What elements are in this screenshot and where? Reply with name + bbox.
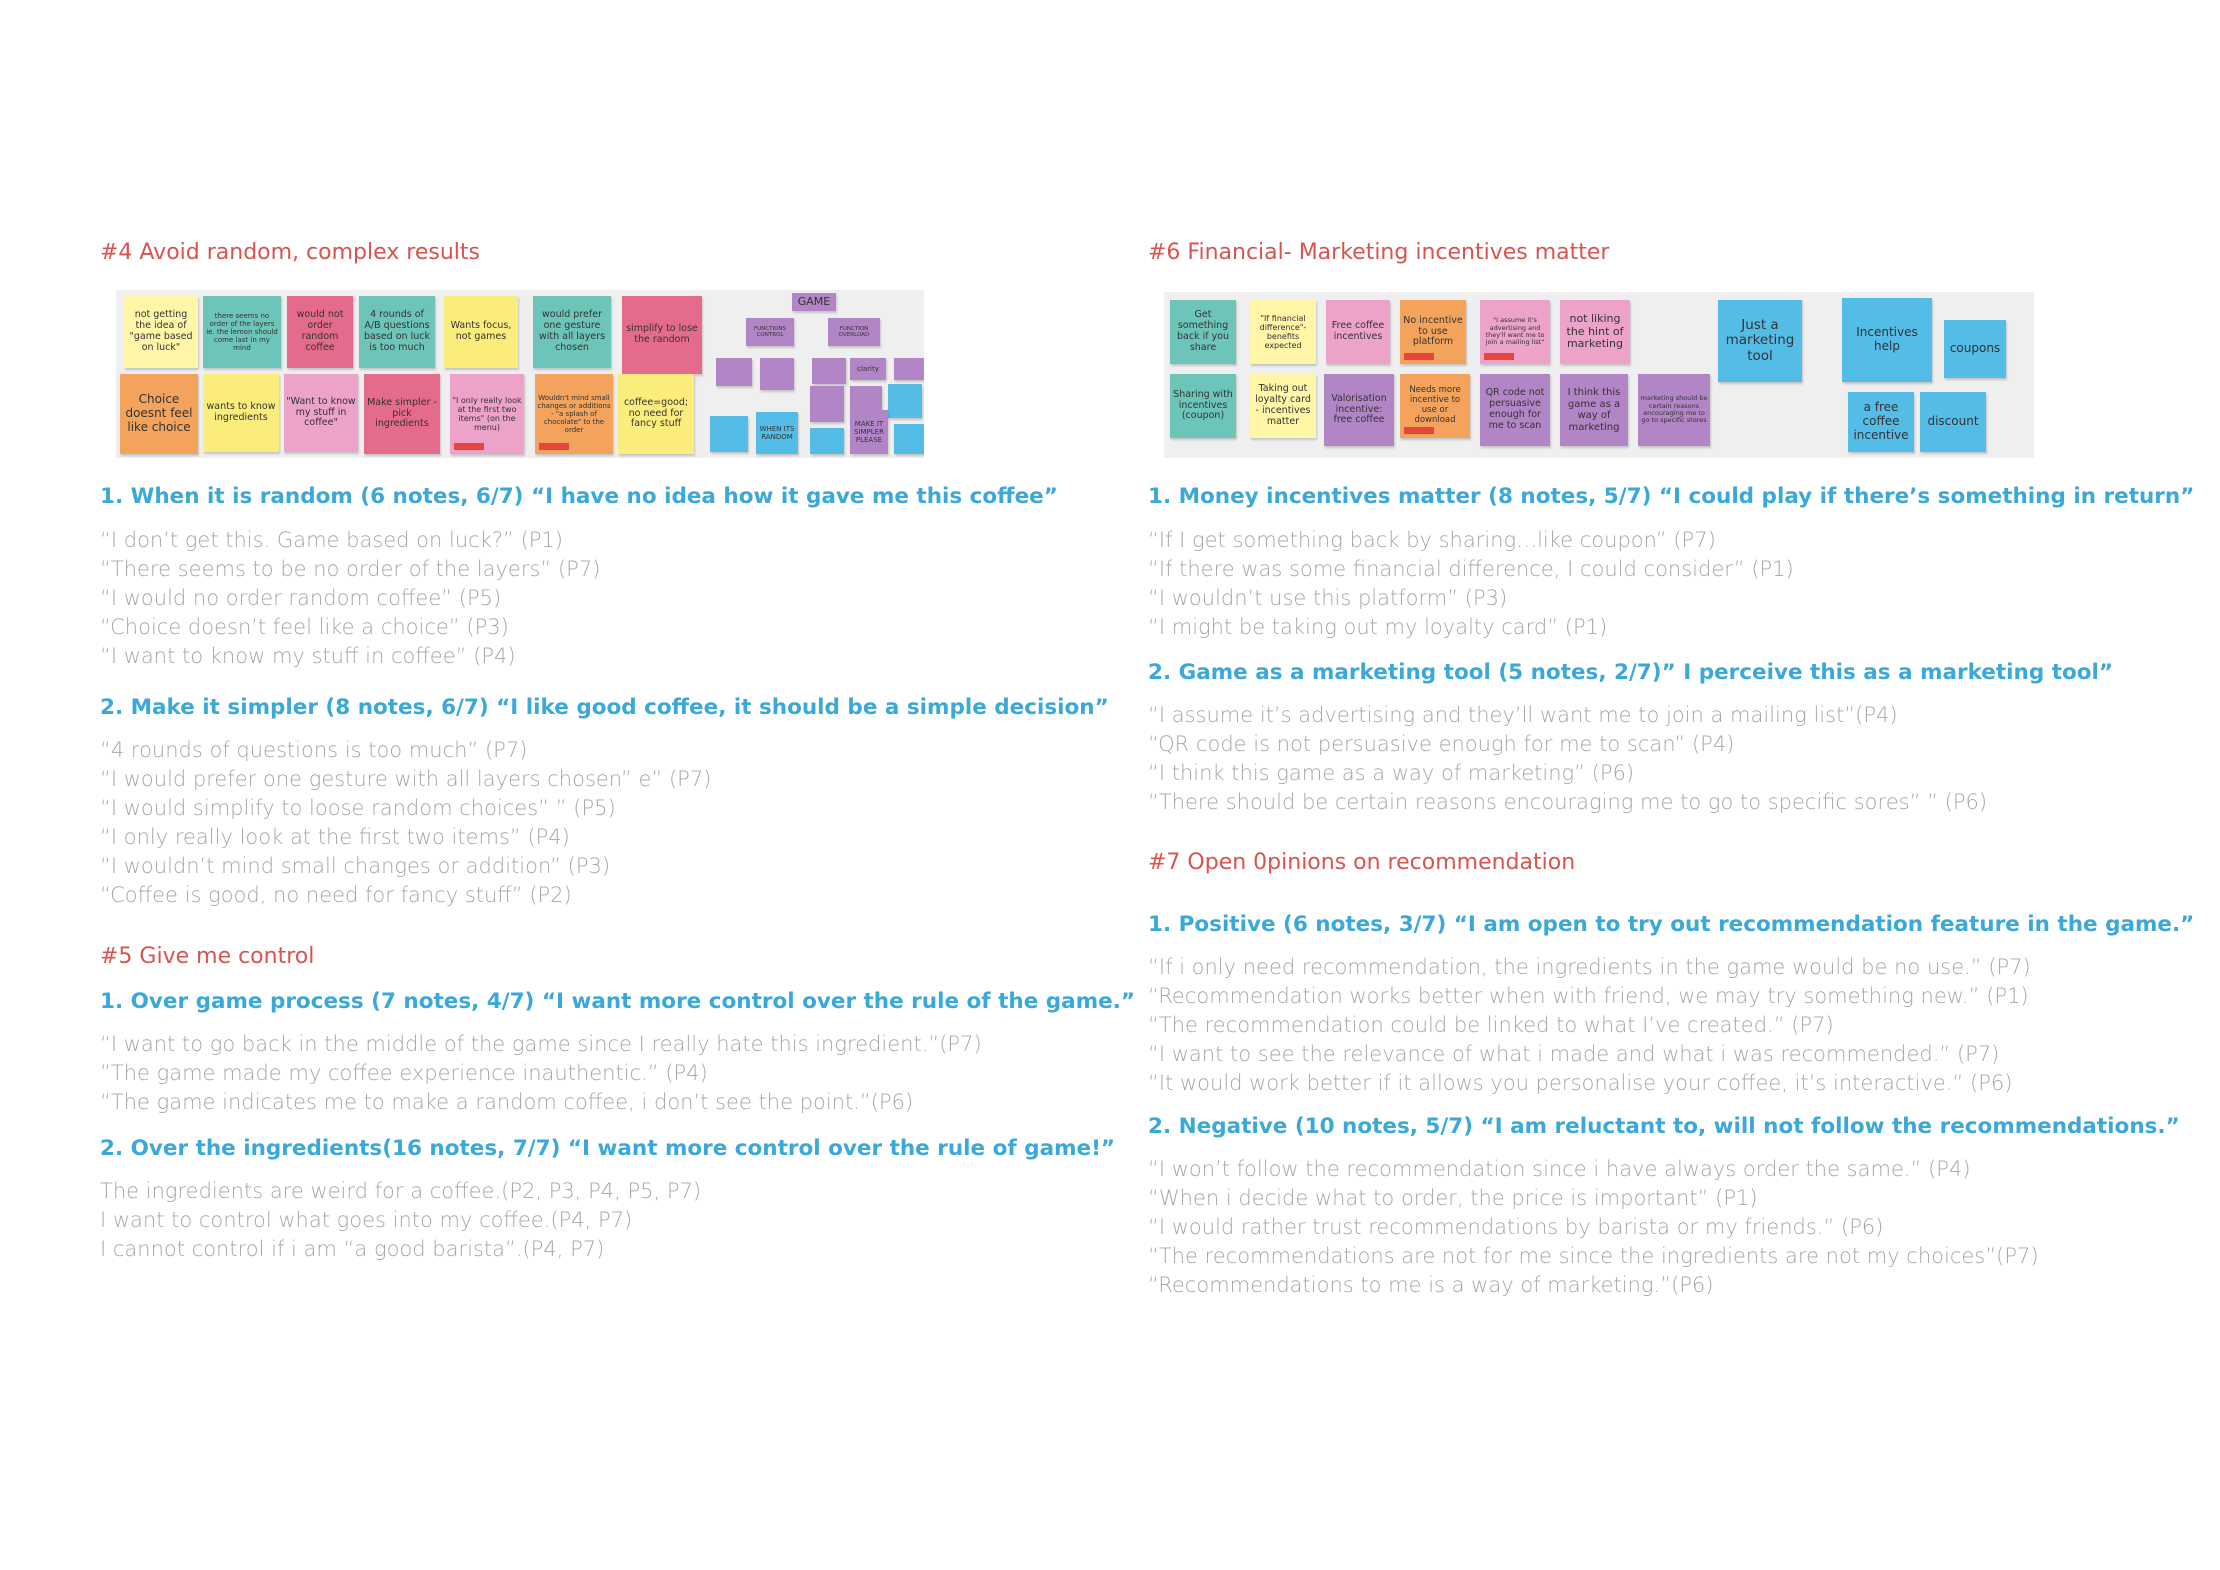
sticky-note: Get something back if you share (1170, 300, 1236, 364)
quote: “I think this game as a way of marketing” (P6) (1148, 761, 1635, 785)
quote-list-money (1148, 526, 1794, 642)
quote-list-ingredients (100, 1177, 701, 1264)
cluster-node: WHEN ITS RANDOM (756, 412, 798, 454)
quote: “I wouldn’t use this platform” (P3) (1148, 586, 1508, 610)
sticky-note: Make simpler - pick ingredients (364, 374, 440, 454)
cluster-note (710, 416, 748, 452)
sticky-note: QR code not persuasive enough for me to scan (1480, 374, 1550, 446)
group-heading-negative: 2. Negative (10 notes, 5/7) “I am reluctant to, will not follow the recommendations.” (1148, 1114, 2180, 1139)
section-title-avoid-random: #4 Avoid random, complex results (100, 240, 480, 265)
sticky-note: "Want to know my stuff in coffee" (284, 374, 358, 452)
sticky-note: coffee=good; no need for fancy stuff (618, 374, 694, 454)
sticky-note: "I only really look at the first two items" (on the menu) (450, 374, 524, 454)
cluster-title: GAME (792, 293, 836, 311)
cluster-node: FUNCTION OVERLOAD (828, 318, 880, 346)
quote: “The game indicates me to make a random coffee, i don’t see the point.”(P6) (100, 1090, 914, 1114)
sticky-note: marketing should be certain reasons encouraging me to go to specific stores (1638, 374, 1710, 446)
quote: “I want to go back in the middle of the game since I really hate this ingredient.”(P7) (100, 1032, 982, 1056)
group-heading-ingredients: 2. Over the ingredients(16 notes, 7/7) “I want more control over the rule of game!” (100, 1136, 1116, 1161)
sticky-note: Sharing with incentives (coupon) (1170, 374, 1236, 438)
sticky-note: would prefer one gesture with all layers chosen (533, 296, 611, 368)
quote: ”The game made my coffee experience inauthentic.” (P4) (100, 1061, 708, 1085)
cluster-note (810, 386, 844, 422)
sticky-note: Taking out loyalty card - incentives matter (1250, 374, 1316, 438)
quote: “There seems to be no order of the layers” (P7) (100, 557, 601, 581)
sticky-note: Just a marketing tool (1718, 300, 1802, 382)
cluster-node: MAKE IT SIMPLER PLEASE (850, 410, 888, 454)
affinity-board-marketing (1164, 292, 2034, 458)
quote-list-process (100, 1030, 982, 1117)
sticky-note: not getting the idea of "game based on luck" (124, 296, 198, 368)
quote: “The recommendations are not for me since the ingredients are not my choices”(P7) (1148, 1244, 2039, 1268)
sticky-note: "If financial difference"- benefits expected (1250, 300, 1316, 364)
sticky-note: discount (1920, 392, 1986, 452)
sticky-note: 4 rounds of A/B questions based on luck is too much (359, 296, 435, 368)
quote: “Choice doesn’t feel like a choice” (P3) (100, 615, 509, 639)
quote: “Recommendations to me is a way of marketing.”(P6) (1148, 1273, 1714, 1297)
sticky-note: I think this game as a way of marketing (1560, 374, 1628, 446)
sticky-note: Incentives help (1842, 298, 1932, 382)
quote: “The recommendation could be linked to what I’ve created.” (P7) (1148, 1013, 1834, 1037)
cluster-node: clarity (850, 358, 886, 380)
sticky-note: Valorisation incentive: free coffee (1324, 374, 1394, 446)
quote: “Recommendation works better when with friend, we may try something new.” (P1) (1148, 984, 2029, 1008)
cluster-node: FUNCTIONS CONTROL (746, 318, 794, 346)
quote-list-simpler (100, 736, 711, 910)
quote: “Coffee is good, no need for fancy stuff” (P2) (100, 883, 572, 907)
sticky-note: Wants focus, not games (444, 296, 518, 368)
group-heading-simpler: 2. Make it simpler (8 notes, 6/7) “I like good coffee, it should be a simple decision” (100, 695, 1109, 720)
section-title-financial: #6 Financial- Marketing incentives matter (1148, 240, 1610, 265)
affinity-board-random (116, 290, 924, 458)
cluster-note (888, 384, 922, 418)
group-heading-money: 1. Money incentives matter (8 notes, 5/7) “I could play if there’s something in return” (1148, 484, 2195, 509)
quote-list-marketing (1148, 701, 1987, 817)
quote: The ingredients are weird for a coffee.(P2, P3, P4, P5, P7) (100, 1179, 702, 1203)
group-heading-random: 1. When it is random (6 notes, 6/7) “I have no idea how it gave me this coffee” (100, 484, 1058, 509)
quote: “If there was some financial difference, I could consider” (P1) (1148, 557, 1794, 581)
quote: “I want to see the relevance of what i made and what i was recommended.” (P7) (1148, 1042, 2000, 1066)
cluster-note (812, 358, 846, 384)
section-title-recommendation: #7 Open 0pinions on recommendation (1148, 850, 1576, 875)
cluster-note (894, 424, 924, 454)
cluster-note (716, 358, 752, 386)
quote: I want to control what goes into my coffee.(P4, P7) (100, 1208, 633, 1232)
sticky-note: Needs more incentive to use or download (1400, 374, 1470, 438)
quote: “If i only need recommendation, the ingredients in the game would be no use.” (P7) (1148, 955, 2031, 979)
quote: I cannot control if i am “a good barista”.(P4, P7) (100, 1237, 605, 1261)
quote: “I wouldn’t mind small changes or addition” (P3) (100, 854, 611, 878)
sticky-note: not liking the hint of marketing (1560, 300, 1630, 364)
quote: “QR code is not persuasive enough for me to scan” (P4) (1148, 732, 1735, 756)
quote: “I don’t get this. Game based on luck?” (P1) (100, 528, 563, 552)
quote: “I assume it’s advertising and they’ll want me to join a mailing list”(P4) (1148, 703, 1898, 727)
quote: “There should be certain reasons encouraging me to go to specific sores” ” (P6) (1148, 790, 1988, 814)
sticky-note: No incentive to use platform (1400, 300, 1466, 364)
quote: “I would no order random coffee” (P5) (100, 586, 502, 610)
quote: “I won’t follow the recommendation since i have always order the same.” (P4) (1148, 1157, 1971, 1181)
quote: “I would simplify to loose random choices” ” (P5) (100, 796, 616, 820)
quote-list-random (100, 526, 600, 671)
cluster-note (810, 428, 844, 454)
quote: “I would rather trust recommendations by barista or my friends.” (P6) (1148, 1215, 1884, 1239)
sticky-note: Wouldn't mind small changes or additions - "a splash of chocolate" to the order (535, 374, 613, 454)
quote: “I only really look at the first two items” (P4) (100, 825, 570, 849)
sticky-note: Choice doesnt feel like choice (120, 374, 198, 454)
quote: “I would prefer one gesture with all layers chosen” e” (P7) (100, 767, 712, 791)
cluster-note (760, 358, 794, 390)
section-title-control: #5 Give me control (100, 944, 315, 969)
quote: “4 rounds of questions is too much” (P7) (100, 738, 528, 762)
quote: “I might be taking out my loyalty card” (P1) (1148, 615, 1608, 639)
sticky-note: there seems no order of the layers ie. the lemon should come last in my mind (203, 296, 281, 368)
group-heading-positive: 1. Positive (6 notes, 3/7) “I am open to try out recommendation feature in the game.” (1148, 912, 2195, 937)
sticky-note: wants to know ingredients (203, 374, 279, 452)
quote: “If I get something back by sharing…like coupon” (P7) (1148, 528, 1716, 552)
sticky-note: Free coffee incentives (1326, 300, 1390, 364)
sticky-note: coupons (1944, 320, 2006, 378)
quote-list-negative (1148, 1155, 2039, 1300)
sticky-note: would not order random coffee (287, 296, 353, 368)
quote: “I want to know my stuff in coffee” (P4) (100, 644, 516, 668)
sticky-note: "I assume it's advertising and they'll want me to join a mailing list" (1480, 300, 1550, 364)
sticky-note: a free coffee incentive (1848, 392, 1914, 452)
group-heading-process: 1. Over game process (7 notes, 4/7) “I want more control over the rule of the game.” (100, 989, 1135, 1014)
quote: “When i decide what to order, the price is important” (P1) (1148, 1186, 1758, 1210)
sticky-note: simplify to lose the random (622, 296, 702, 374)
quote: “It would work better if it allows you personalise your coffee, it’s interactive.” (P6) (1148, 1071, 2013, 1095)
cluster-note (894, 358, 924, 380)
quote-list-positive (1148, 953, 2031, 1098)
group-heading-marketing: 2. Game as a marketing tool (5 notes, 2/7)” I perceive this as a marketing tool” (1148, 660, 2114, 685)
